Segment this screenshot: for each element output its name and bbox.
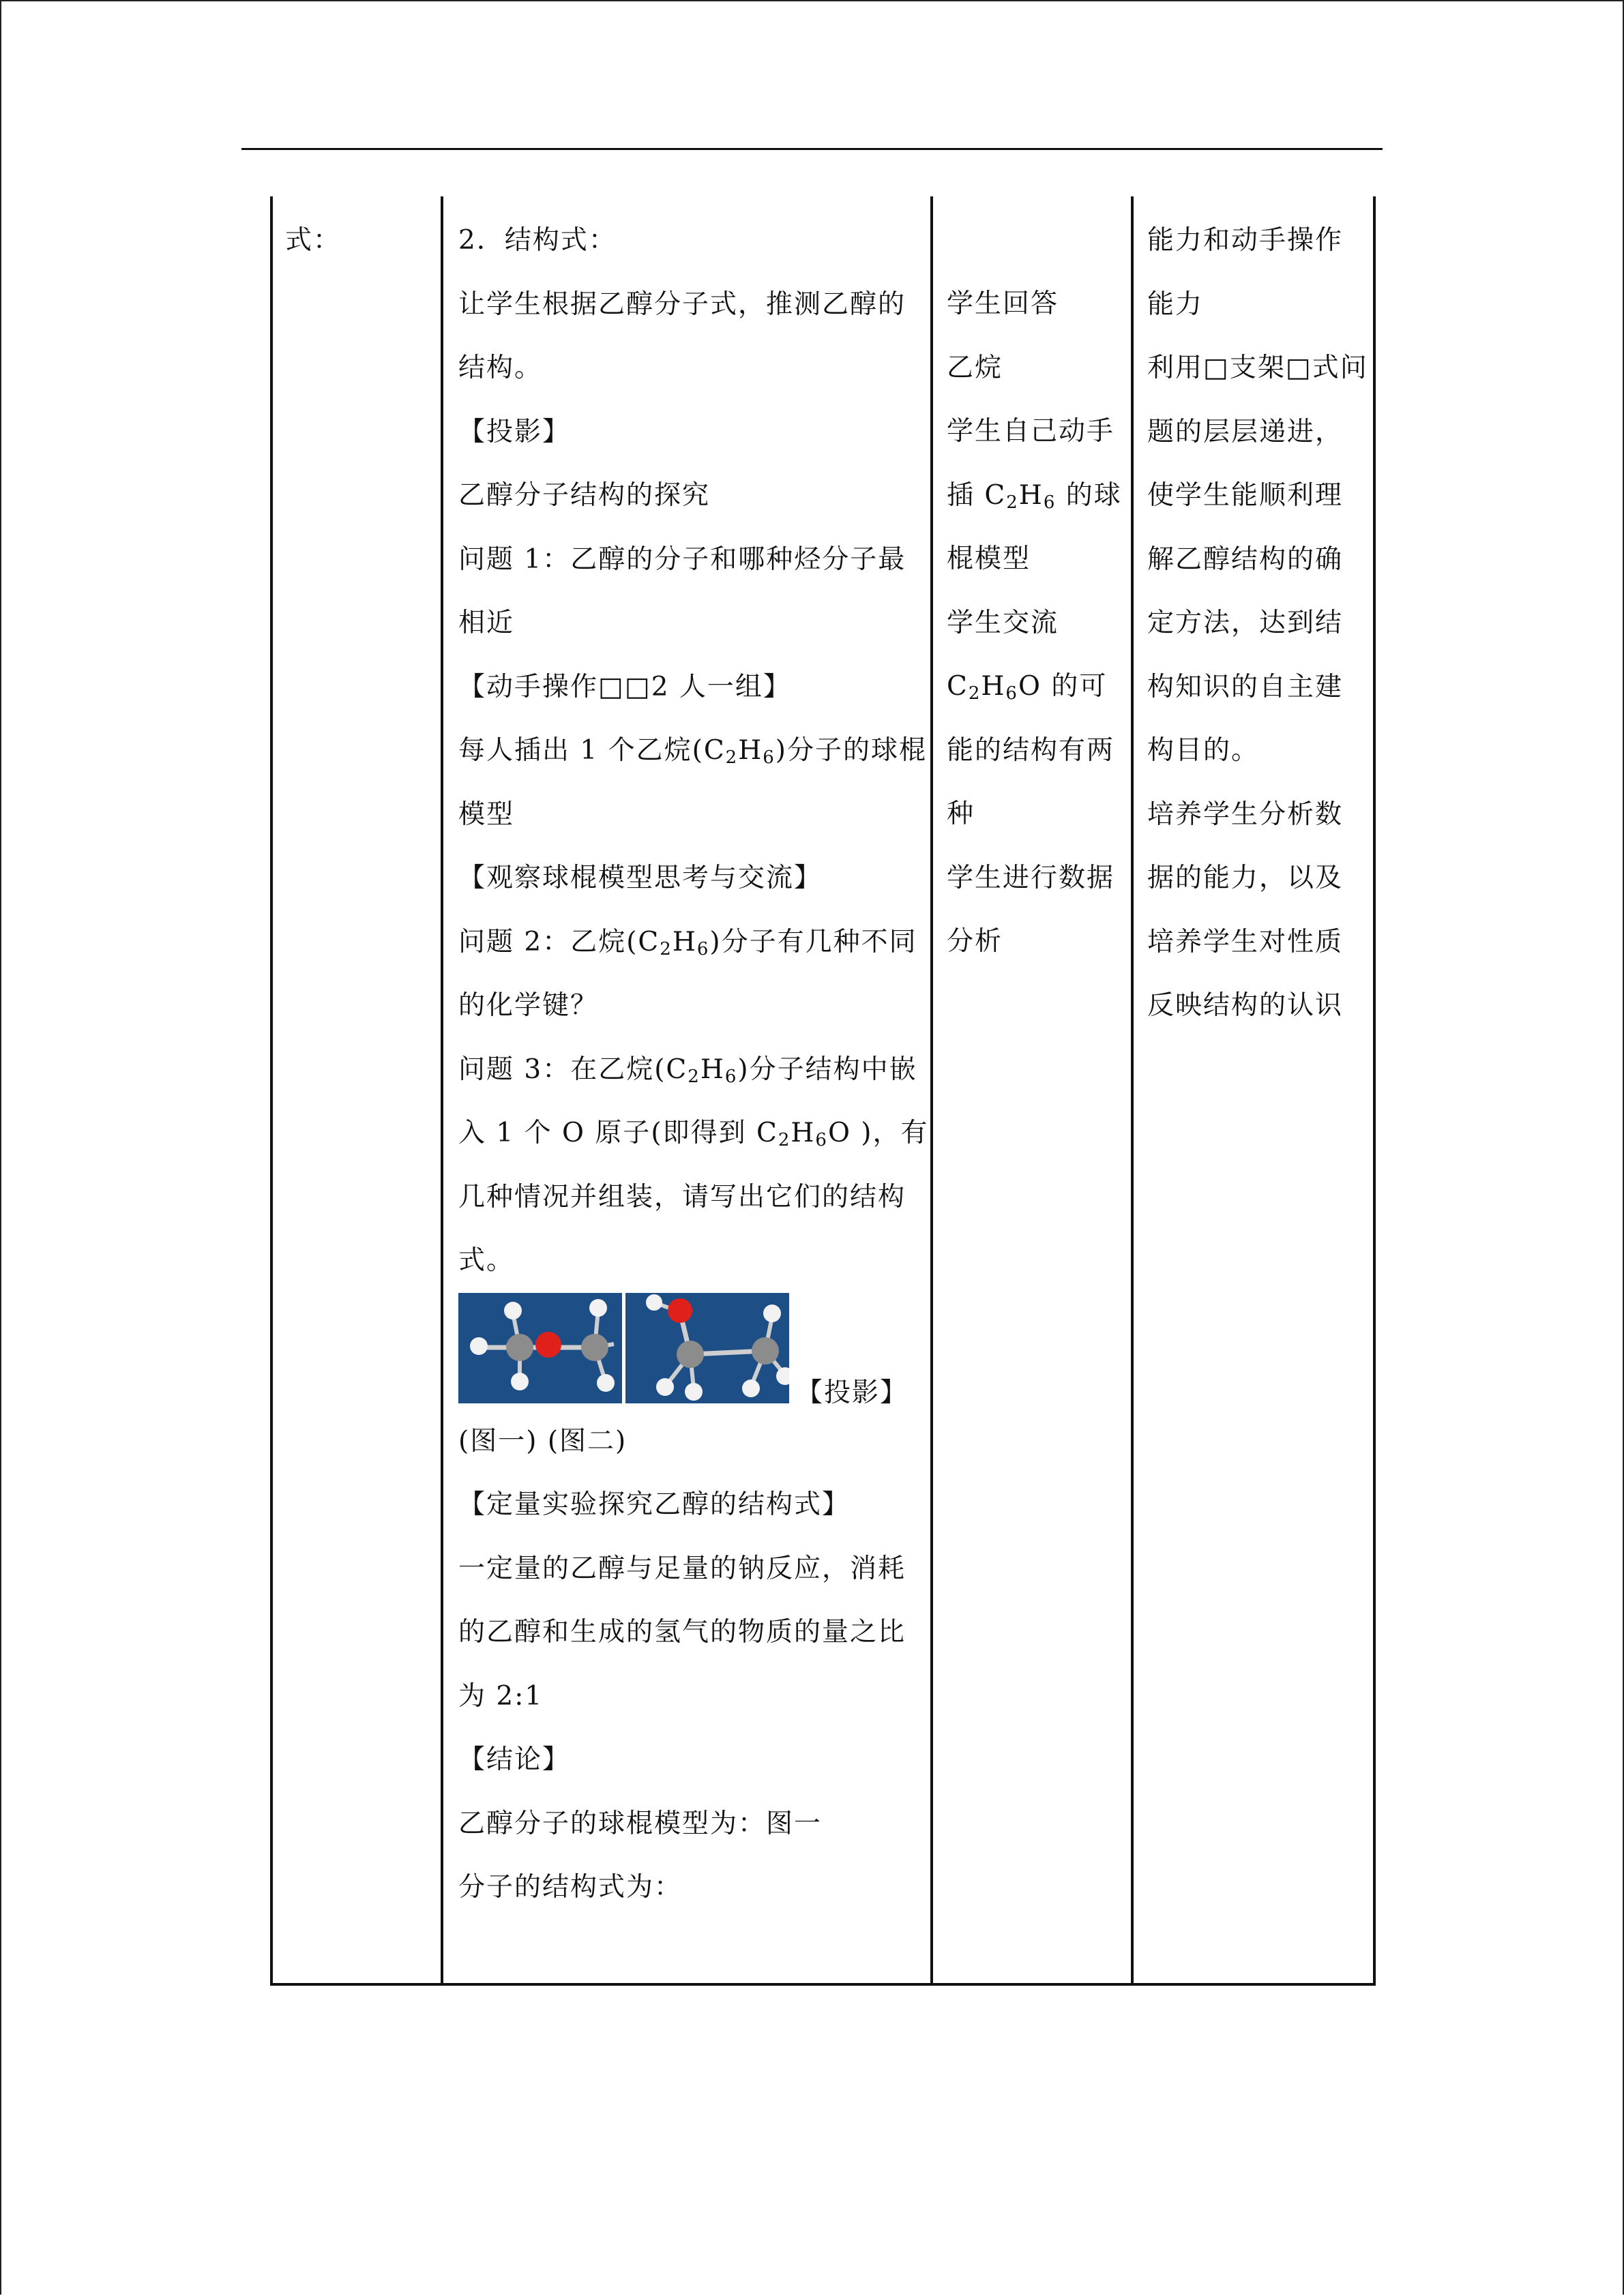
text-line: 题的层层递进，: [1147, 416, 1344, 447]
text-line: 乙醇分子结构的探究: [458, 480, 711, 511]
text-line: 问题 1：乙醇的分子和哪种烃分子最: [458, 543, 906, 575]
subscript: 6: [1043, 492, 1057, 513]
col1-cell: [285, 209, 341, 273]
text-line: 式。: [458, 1245, 515, 1276]
text-line: 让学生根据乙醇分子式，推测乙醇的: [458, 288, 906, 320]
text-line: 分子的结构式为：: [458, 1872, 683, 1903]
question-2-line: [458, 910, 922, 974]
col4-cell: [1147, 209, 1368, 1038]
text-line: 分析: [947, 926, 1003, 957]
text-fragment: 插 C: [947, 479, 1007, 511]
text-fragment: 的球: [1056, 479, 1122, 511]
text-line: 能力和动手操作: [1147, 225, 1344, 256]
text-line: 【结论】: [458, 1744, 571, 1775]
question-3-line-2: [458, 1101, 929, 1165]
subscript: 2: [968, 683, 981, 704]
text-line: 学生回答: [947, 288, 1059, 319]
question-3-line: [458, 1038, 922, 1102]
text-fragment: 入 1 个 O 原子(即得到 C: [458, 1118, 778, 1148]
text-fragment: H: [1018, 479, 1044, 511]
text-fragment: 问题 2：乙烷(C: [458, 926, 660, 957]
molecule-figures: [458, 1293, 922, 1410]
text-line: 乙烷: [947, 352, 1003, 383]
text-line: 解乙醇结构的确: [1147, 543, 1344, 575]
text-line: 结构。: [458, 353, 543, 383]
text-line: [947, 655, 1122, 719]
table-divider-3: [1131, 196, 1134, 1986]
text-line: 能的结构有两: [947, 734, 1115, 766]
text-line: 能力: [1147, 288, 1204, 320]
ethane-model-line: [458, 719, 927, 783]
projection-label: 【投影】: [796, 1377, 909, 1408]
text-line: 使学生能顺利理: [1147, 480, 1344, 511]
text-line: 【观察球棍模型思考与交流】: [458, 863, 823, 893]
lesson-table: [270, 196, 1376, 1986]
text-line: 模型: [458, 799, 515, 830]
text-fragment: H: [981, 671, 1006, 702]
col1-text: 式：: [285, 225, 342, 256]
col2-cell: [458, 209, 929, 1920]
subscript: 6: [724, 1066, 738, 1087]
text-line: 2．结构式：: [458, 225, 617, 256]
text-line: 一定量的乙醇与足量的钠反应，消耗: [458, 1553, 906, 1584]
text-line: 定方法，达到结: [1147, 608, 1344, 638]
text-line: 培养学生对性质: [1147, 926, 1344, 957]
subscript: 6: [815, 1130, 828, 1150]
text-line: 培养学生分析数: [1147, 799, 1344, 830]
subscript: 6: [763, 747, 776, 768]
col3-cell: [947, 272, 1122, 974]
text-fragment: 问题 3：在乙烷(C: [458, 1054, 688, 1085]
text-fragment: H: [738, 735, 763, 766]
table-border-right: [1373, 196, 1376, 1986]
text-line: 据的能力，以及: [1147, 863, 1344, 893]
text-fragment: 每人插出 1 个乙烷(C: [458, 735, 726, 766]
text-fragment: )分子有几种不同: [709, 926, 917, 957]
text-line: 几种情况并组装，请写出它们的结构: [458, 1181, 906, 1212]
text-line: 【动手操作□□2 人一组】: [458, 671, 791, 702]
subscript: 6: [696, 938, 710, 959]
subscript: 2: [688, 1066, 700, 1087]
text-fragment: O 的可: [1018, 671, 1108, 702]
text-fragment: C: [947, 671, 969, 702]
text-line: 利用□支架□式问: [1147, 353, 1368, 383]
subscript: 2: [660, 938, 673, 959]
text-line: 学生交流: [947, 607, 1059, 638]
text-line: 学生进行数据: [947, 862, 1115, 893]
subscript: 2: [778, 1130, 791, 1150]
text-line: 相近: [458, 608, 515, 638]
ethanol-model-image: [625, 1293, 789, 1403]
figure-captions: (图一) (图二): [458, 1425, 628, 1457]
table-divider-2: [930, 196, 933, 1986]
text-fragment: H: [672, 926, 697, 957]
text-line: 的乙醇和生成的氢气的物质的量之比: [458, 1617, 906, 1648]
text-line: [947, 464, 1122, 528]
text-line: 构知识的自主建: [1147, 671, 1344, 702]
dimethyl-ether-model-image: [458, 1293, 622, 1403]
text-fragment: )分子的球棍: [775, 735, 927, 766]
table-border-bottom: [270, 1983, 1376, 1986]
text-line: 为 2:1: [458, 1680, 544, 1712]
subscript: 6: [1005, 683, 1018, 704]
text-fragment: H: [700, 1054, 725, 1085]
text-line: 种: [947, 799, 975, 829]
table-divider-1: [441, 196, 443, 1986]
text-line: 构目的。: [1147, 735, 1260, 766]
subscript: 2: [1006, 492, 1019, 513]
text-line: 【投影】: [458, 416, 571, 447]
text-line: 【定量实验探究乙醇的结构式】: [458, 1489, 851, 1520]
text-line: 学生自己动手: [947, 416, 1115, 447]
text-line: 反映结构的认识: [1147, 990, 1344, 1021]
text-line: 乙醇分子的球棍模型为：图一: [458, 1808, 823, 1839]
text-fragment: H: [791, 1118, 816, 1148]
text-line: 棍模型: [947, 543, 1031, 574]
text-line: 的化学键？: [458, 990, 599, 1021]
table-border-left: [270, 196, 273, 1986]
text-fragment: )分子结构中嵌: [737, 1054, 917, 1085]
subscript: 2: [725, 747, 739, 768]
header-rule: [241, 148, 1383, 150]
text-fragment: O )，有: [827, 1118, 929, 1148]
